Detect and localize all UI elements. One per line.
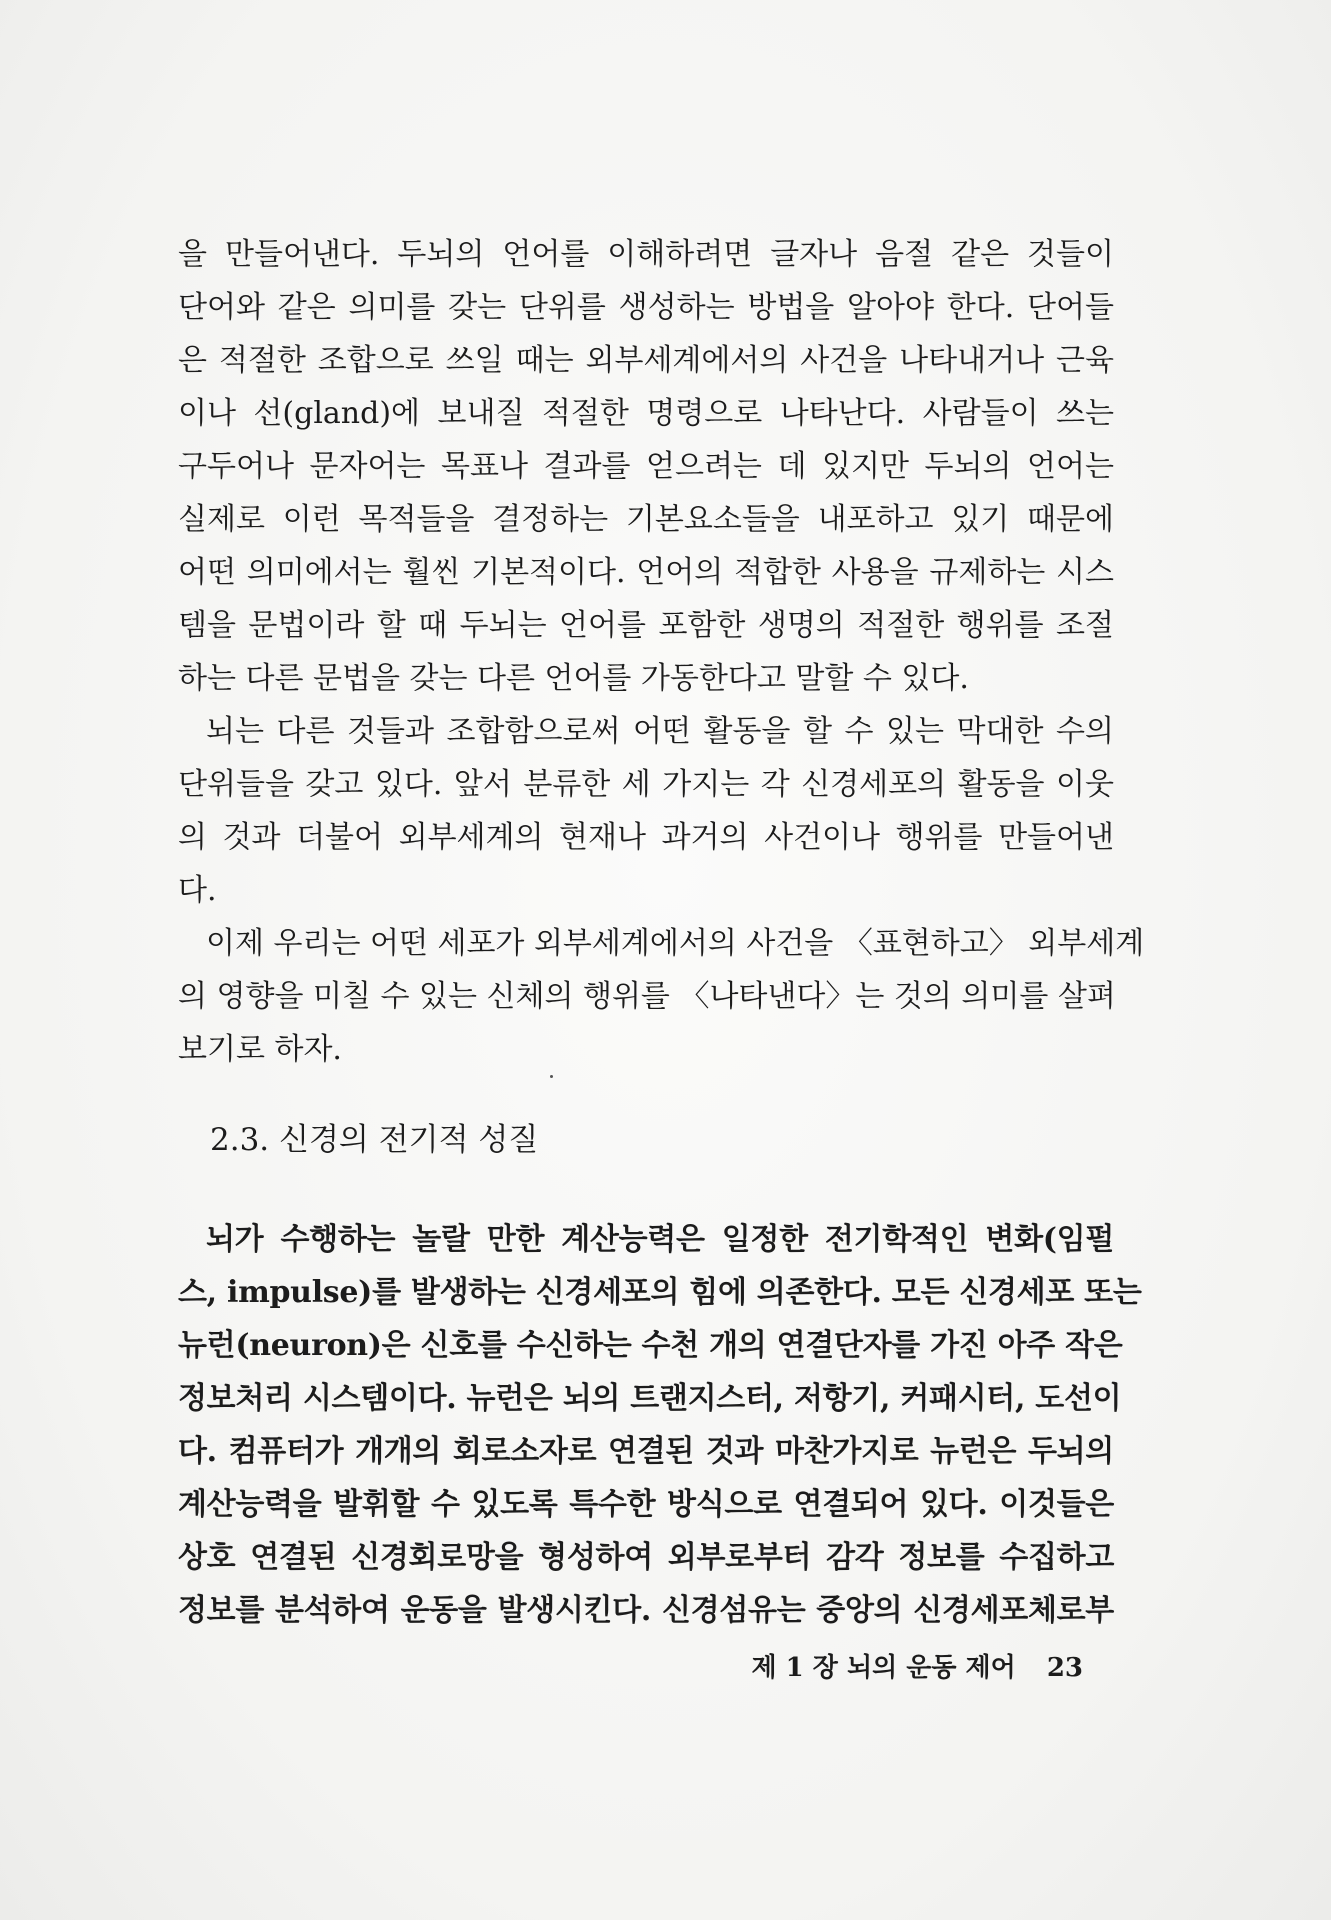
page-footer (751, 1648, 1083, 1688)
text-line: 어떤 의미에서는 훨씬 기본적이다. 언어의 적합한 사용을 규제하는 시스 (178, 555, 1114, 590)
text-line: 계산능력을 발휘할 수 있도록 특수한 방식으로 연결되어 있다. 이것들은 (178, 1487, 1114, 1522)
text-line: 정보처리 시스템이다. 뉴런은 뇌의 트랜지스터, 저항기, 커패시터, 도선이 (178, 1381, 1122, 1416)
text-line: 이제 우리는 어떤 세포가 외부세계에서의 사건을 〈표현하고〉 외부세계 (206, 926, 1145, 961)
text-line: 뇌가 수행하는 놀랄 만한 계산능력은 일정한 전기학적인 변화(임펄 (206, 1222, 1114, 1257)
text-line: 다. 컴퓨터가 개개의 회로소자로 연결된 것과 마찬가지로 뉴런은 두뇌의 (178, 1434, 1114, 1469)
stray-mark (550, 1075, 553, 1078)
text-line: 단어와 같은 의미를 갖는 단위를 생성하는 방법을 알아야 한다. 단어들 (178, 290, 1114, 325)
text-line: 템을 문법이라 할 때 두뇌는 언어를 포함한 생명의 적절한 행위를 조절 (178, 608, 1114, 643)
text-line: 하는 다른 문법을 갖는 다른 언어를 가동한다고 말할 수 있다. (178, 661, 969, 696)
text-line: 뇌는 다른 것들과 조합함으로써 어떤 활동을 할 수 있는 막대한 수의 (206, 714, 1114, 749)
text-line: 이나 선(gland)에 보내질 적절한 명령으로 나타난다. 사람들이 쓰는 (178, 396, 1114, 431)
page-number: 23 (1046, 1653, 1083, 1683)
section-heading: 2.3. 신경의 전기적 성질 (210, 1122, 539, 1158)
text-line: 다. (178, 873, 217, 908)
text-line: 뉴런(neuron)은 신호를 수신하는 수천 개의 연결단자를 가진 아주 작은 (178, 1328, 1123, 1363)
text-line: 의 영향을 미칠 수 있는 신체의 행위를 〈나타낸다〉는 것의 의미를 살펴 (178, 979, 1116, 1014)
text-line: 보기로 하자. (178, 1032, 342, 1067)
text-line: 스, impulse)를 발생하는 신경세포의 힘에 의존한다. 모든 신경세포 또는 (178, 1275, 1142, 1310)
text-line: 단위들을 갖고 있다. 앞서 분류한 세 가지는 각 신경세포의 활동을 이웃 (178, 767, 1114, 802)
text-line: 상호 연결된 신경회로망을 형성하여 외부로부터 감각 정보를 수집하고 (178, 1540, 1114, 1575)
text-line: 을 만들어낸다. 두뇌의 언어를 이해하려면 글자나 음절 같은 것들이 (178, 237, 1114, 272)
text-line: 구두어나 문자어는 목표나 결과를 얻으려는 데 있지만 두뇌의 언어는 (178, 449, 1114, 484)
text-line: 정보를 분석하여 운동을 발생시킨다. 신경섬유는 중앙의 신경세포체로부 (178, 1593, 1114, 1628)
text-line: 의 것과 더불어 외부세계의 현재나 과거의 사건이나 행위를 만들어낸 (178, 820, 1114, 855)
chapter-title: 제 1 장 뇌의 운동 제어 (751, 1653, 1016, 1683)
text-line: 은 적절한 조합으로 쓰일 때는 외부세계에서의 사건을 나타내거나 근육 (178, 343, 1114, 378)
text-line: 실제로 이런 목적들을 결정하는 기본요소들을 내포하고 있기 때문에 (178, 502, 1114, 537)
